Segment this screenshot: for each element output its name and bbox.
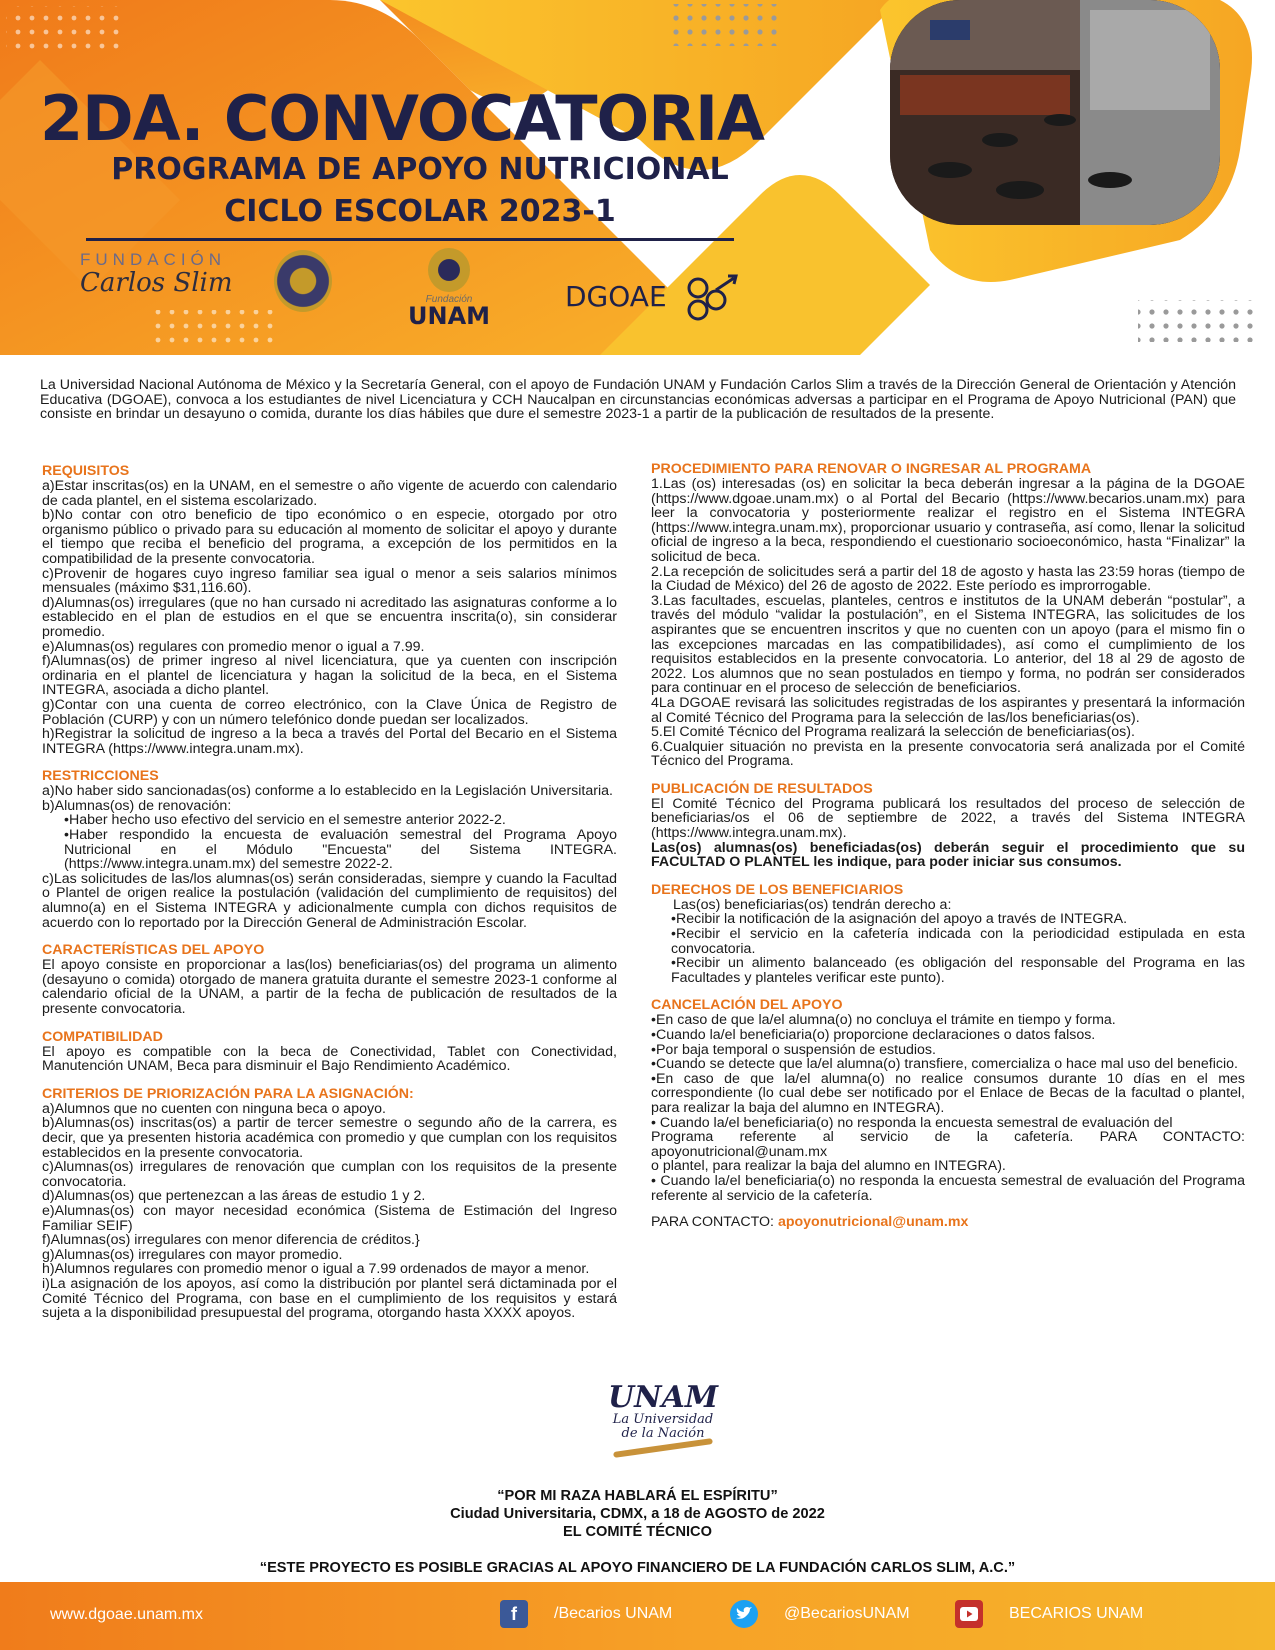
- section-cancelacion: [651, 998, 1245, 1229]
- unam-nacion-logo-top: UNAM: [608, 1380, 719, 1415]
- section-bold-text: Las(os) alumnas(os) beneficiadas(os) deberán seguir el procedimiento que su FACULTAD O PLANTEL les indique, para poder iniciar sus consumos.: [651, 839, 1245, 871]
- unam-nacion-logo-line1: La Universidad: [612, 1412, 714, 1427]
- section-title: PUBLICACIÓN DE RESULTADOS: [651, 780, 873, 797]
- list-item: b)Alumnas(os) de renovación:: [42, 797, 232, 814]
- list-item: 4La DGOAE revisará las solicitudes registradas de los aspirantes y presentará la información al Comité Técnico del Programa para la selección de las/los beneficiarias(os).: [651, 694, 1245, 726]
- list-item: d)Alumnas(os) que pertenezcan a las áreas de estudio 1 y 2.: [42, 1188, 426, 1205]
- dgoae-logo-text: DGOAE: [565, 280, 667, 313]
- sponsor-note: “ESTE PROYECTO ES POSIBLE GRACIAS AL APOYO FINANCIERO DE LA FUNDACIÓN CARLOS SLIM, A.C.”: [259, 1560, 1016, 1576]
- website-link[interactable]: www.dgoae.unam.mx: [50, 1606, 203, 1623]
- sub-list-item: •Haber hecho uso efectivo del servicio en el semestre anterior 2022-2.: [64, 812, 506, 829]
- section-criterios: [42, 1087, 617, 1321]
- cycle-title: CICLO ESCOLAR 2023-1: [224, 194, 616, 229]
- unam-nacion-logo-line2: de la Nación: [621, 1426, 705, 1441]
- section-title: REQUISITOS: [42, 463, 130, 479]
- section-title: CARACTERÍSTICAS DEL APOYO: [42, 942, 265, 959]
- list-item: b)No contar con otro beneficio de tipo económico o en especie, otorgado por otro organismo público o privado para su educación al momento de solicitar el apoyo y durante el tiempo que reciba el beneficio del programa, a excepción de los permitidos en la compatibilidad de la presente convocatoria.: [42, 507, 617, 567]
- list-item: g)Contar con una cuenta de correo electrónico, con la Clave Única de Registro de Población (CURP) y con un número telefónico donde puedan ser localizados.: [42, 696, 617, 728]
- list-item: Programa referente al servicio de la cafetería. PARA CONTACTO: apoyonutricional@unam.mx: [651, 1129, 1245, 1160]
- section-title: CANCELACIÓN DEL APOYO: [651, 997, 843, 1014]
- list-item: c)Las solicitudes de las/los alumnas(os) serán consideradas, siempre y cuando la Facultad o Plantel de origen realice la postulación (validación del cumplimiento de requisitos) del alumno(a) en el Sistema INTEGRA y adicionalmente cumpla con dichos requisitos de acuerdo con lo reportado por la Dirección General de Administración Escolar.: [42, 870, 617, 931]
- twitter-icon: [730, 1600, 758, 1628]
- section-publicacion: [651, 782, 1245, 870]
- cafeteria-photo-image: [890, 0, 1220, 225]
- list-item: a)Alumnos que no cuenten con ninguna beca o apoyo.: [42, 1100, 386, 1117]
- right-column: [651, 462, 1245, 1243]
- list-item: f)Alumnas(os) irregulares con menor diferencia de créditos.}: [42, 1232, 420, 1249]
- section-text: El apoyo es compatible con la beca de Conectividad, Tablet con Conectividad, Manutención UNAM, Beca para disminuir el Bajo Rendimiento Académico.: [42, 1043, 617, 1075]
- page-title: 2DA. CONVOCATORIA: [40, 82, 765, 155]
- title-divider: [86, 238, 734, 241]
- list-item: c)Provenir de hogares cuyo ingreso familiar sea igual o menor a seis salarios mínimos mensuales (máximo $31,116.60).: [42, 565, 617, 597]
- fundacion-logo-top: FUNDACIÓN: [80, 250, 227, 269]
- section-caracteristicas: [42, 943, 617, 1016]
- section-title: PROCEDIMIENTO PARA RENOVAR O INGRESAR AL PROGRAMA: [651, 461, 1092, 477]
- list-item: •Recibir el servicio en la cafetería indicada con la periodicidad estipulada en esta convocatoria.: [671, 926, 1245, 957]
- list-item: d)Alumnas(os) irregulares (que no han cursado ni acreditado las asignaturas conforme a lo establecido en el plan de estudios en el que se encuentra inscrita(o), sin considerar promedio.: [42, 594, 617, 640]
- twitter-link[interactable]: [730, 1600, 910, 1628]
- list-item: b)Alumnas(os) inscritas(os) a partir de tercer semestre o segundo año de la carrera, es decir, que ya presenten historia académica con promedio y que cumplan con los requisitos establecidos en la presente convocatoria.: [42, 1115, 617, 1161]
- list-item: 1.Las (os) interesadas (os) en solicitar la beca deberán ingresar a la página de la DGOAE (https://www.dgoae.unam.mx) o al Portal del Becario (https://www.becarios.unam.mx) para leer la convocatoria y posteriormente realizar el registro en el Sistema INTEGRA (https://www.integra.unam.mx), proporcionar usuario y contraseña, así como, llenar la solicitud oficial de ingreso a la beca, respondiendo el cuestionario socioeconómico, hasta “Finalizar” la solicitud de beca.: [651, 476, 1245, 565]
- list-item: •En caso de que la/el alumna(o) no realice consumos durante 10 días en el mes correspondiente (lo cual debe ser notificado por el Enlace de Becas de la facultad o plantel, para realizar la baja del alumno en INTEGRA).: [651, 1070, 1245, 1116]
- contact-email-link[interactable]: apoyonutricional@unam.mx: [777, 1214, 969, 1231]
- section-title: CRITERIOS DE PRIORIZACIÓN PARA LA ASIGNACIÓN:: [42, 1085, 414, 1102]
- motto: “POR MI RAZA HABLARÁ EL ESPÍRITU”: [497, 1488, 778, 1504]
- youtube-icon: [955, 1600, 983, 1628]
- list-item: •En caso de que la/el alumna(o) no concluya el trámite en tiempo y forma.: [651, 1012, 1116, 1029]
- section-requisitos: [42, 464, 617, 756]
- fundacion-unam-small: Fundación: [425, 294, 473, 305]
- list-item: •Por baja temporal o suspensión de estudios.: [651, 1041, 936, 1058]
- section-title: COMPATIBILIDAD: [42, 1028, 163, 1045]
- program-title: PROGRAMA DE APOYO NUTRICIONAL: [111, 152, 729, 187]
- place-date: Ciudad Universitaria, CDMX, a 18 de AGOSTO de 2022: [450, 1506, 825, 1522]
- unam-seal-icon: [274, 250, 332, 312]
- list-item: i)La asignación de los apoyos, así como la distribución por plantel será dictaminada por el Comité Técnico del Programa, con base en el cumplimiento de los requisitos y estará sujeta a la disponibilidad presupuestal del programa, otorgando hasta XXXX apoyos.: [42, 1275, 617, 1322]
- fundacion-logo-bottom: Carlos Slim: [80, 268, 233, 298]
- intro-paragraph: La Universidad Nacional Autónoma de México y la Secretaría General, con el apoyo de Fundación UNAM y Fundación Carlos Slim a través de la Dirección General de Orientación y Atención Educativa (DGOAE), convoca a los estudiantes de nivel Licenciatura y CCH Naucalpan en circunstancias económicas adversas a participar en el Programa de Apoyo Nutricional (PAN) que consiste en brindar un desayuno o comida, durante los días hábiles que dure el semestre 2023-1 a partir de la publicación de resultados de la presente.: [40, 377, 1236, 423]
- youtube-link[interactable]: [955, 1600, 1143, 1628]
- section-derechos: [651, 883, 1245, 986]
- youtube-play-shape: [960, 1607, 978, 1621]
- contact-label: PARA CONTACTO:: [651, 1214, 774, 1231]
- fundacion-unam-logo: [408, 248, 491, 330]
- list-item: •Recibir un alimento balanceado (es obligación del responsable del Programa en las Facultades y planteles verificar este punto).: [671, 955, 1245, 986]
- list-item: h)Registrar la solicitud de ingreso a la beca a través del Portal del Becario en el Sistema INTEGRA (https://www.integra.unam.mx).: [42, 726, 617, 757]
- dgoae-emblem-icon: [676, 270, 740, 326]
- facebook-icon: f: [500, 1600, 528, 1628]
- twitter-handle: @BecariosUNAM: [784, 1605, 910, 1622]
- list-item: a)No haber sido sancionadas(os) conforme a lo establecido en la Legislación Universitaria.: [42, 783, 613, 800]
- section-restricciones: [42, 769, 617, 930]
- list-item: a)Estar inscritas(os) en la UNAM, en el semestre o año vigente de acuerdo con calendario de cada plantel, en el sistema escolarizado.: [42, 478, 617, 509]
- section-text: El Comité Técnico del Programa publicará los resultados del proceso de selección de beneficiarias/os el 06 de septiembre de 2022, a través del Sistema INTEGRA (https://www.integra.unam.mx).: [651, 795, 1245, 842]
- list-item: e)Alumnas(os) regulares con promedio menor o igual a 7.99.: [42, 638, 425, 655]
- sub-list-item: •Haber respondido la encuesta de evaluación semestral del Programa Apoyo Nutricional en el Módulo "Encuesta" del Sistema INTEGRA. (https://www.integra.unam.mx) del semestre 2022-2.: [64, 827, 617, 873]
- section-title: RESTRICCIONES: [42, 768, 159, 785]
- committee-signature: EL COMITÉ TÉCNICO: [563, 1524, 712, 1540]
- dgoae-logo: [565, 270, 740, 326]
- list-item: 3.Las facultades, escuelas, planteles, centros e institutos de la UNAM deberán “postular”, a través del módulo “validar la postulación”, en el Sistema INTEGRA, las solicitudes de los aspirantes que se encuentren inscritos y que no cuenten con un apoyo (para el mismo fin o las excepciones marcadas en las compatibilidades), así como el cumplimiento de los requisitos establecidos en la presente convocatoria. Lo anterior, del 18 al 29 de agosto de 2022. Los alumnos que no sean postulados en tiempo y forma, no podrán ser considerados para continuar en el proceso de selección de beneficiarios.: [651, 592, 1245, 697]
- list-item: • Cuando la/el beneficiaria(o) no responda la encuesta semestral de evaluación del Programa referente al servicio de la cafetería.: [651, 1172, 1245, 1204]
- fundacion-unam-seal-icon: [428, 248, 470, 292]
- section-procedimiento: [651, 462, 1245, 769]
- list-item: e)Alumnas(os) con mayor necesidad económica (Sistema de Estimación del Ingreso Familiar SEIF): [42, 1202, 617, 1234]
- list-item: • Cuando la/el beneficiaria(o) no responda la encuesta semestral de evaluación del: [651, 1114, 1173, 1131]
- section-title: DERECHOS DE LOS BENEFICIARIOS: [651, 881, 904, 898]
- fundacion-carlos-slim-logo: [80, 250, 233, 298]
- facebook-link[interactable]: [500, 1600, 672, 1628]
- footer-bar: [0, 1582, 1275, 1650]
- header-banner: [0, 0, 1275, 355]
- section-text: El apoyo consiste en proporcionar a las(los) beneficiarias(os) del programa un alimento (desayuno o comida) otorgado de manera gratuita durante el semestre 2023-1 conforme al calendario oficial de la UNAM, a partir de la fecha de publicación de resultados de la presente convocatoria.: [42, 957, 617, 1017]
- brush-stroke-icon: [613, 1438, 713, 1458]
- list-item: c)Alumnas(os) irregulares de renovación que cumplan con los requisitos de la presente convocatoria.: [42, 1159, 617, 1190]
- fundacion-unam-big: UNAM: [408, 302, 491, 330]
- twitter-bird-shape: [735, 1606, 753, 1622]
- list-item: •Cuando la/el beneficiaria(o) proporcione declaraciones o datos falsos.: [651, 1027, 1096, 1043]
- list-item: 6.Cualquier situación no prevista en la presente convocatoria será analizada por el Comité Técnico del Programa.: [651, 738, 1245, 770]
- list-item: h)Alumnos regulares con promedio menor o igual a 7.99 ordenados de mayor a menor.: [42, 1261, 590, 1278]
- section-compatibilidad: [42, 1030, 617, 1074]
- facebook-handle: /Becarios UNAM: [554, 1605, 673, 1622]
- list-item: •Cuando se detecte que la/el alumna(o) transfiere, comercializa o hace mal uso del beneficio.: [651, 1056, 1238, 1073]
- contact-line: [651, 1215, 1245, 1230]
- list-item: f)Alumnas(os) de primer ingreso al nivel licenciatura, que ya cuenten con inscripción ordinaria en el plantel de licenciatura y hagan la solicitud de la beca, en el Sistema INTEGRA, asociada a dicho plantel.: [42, 653, 617, 699]
- unam-nacion-logo: [608, 1380, 719, 1473]
- cafeteria-photo: [890, 0, 1220, 225]
- youtube-handle: BECARIOS UNAM: [1009, 1605, 1144, 1622]
- section-intro: Las(os) beneficiarias(os) tendrán derecho a:: [673, 896, 952, 913]
- list-item: •Recibir la notificación de la asignación del apoyo a través de INTEGRA.: [671, 911, 1128, 928]
- list-item: g)Alumnas(os) irregulares con mayor promedio.: [42, 1246, 343, 1263]
- list-item: 5.El Comité Técnico del Programa realizará la selección de beneficiarias(os).: [651, 724, 1135, 741]
- list-item: o plantel, para realizar la baja del alumno en INTEGRA).: [651, 1158, 1006, 1175]
- left-column: [42, 464, 617, 1334]
- list-item: 2.La recepción de solicitudes será a partir del 18 de agosto y hasta las 23:59 horas (tiempo de la Ciudad de México) del 26 de agosto de 2022. Este período es improrrogable.: [651, 563, 1245, 595]
